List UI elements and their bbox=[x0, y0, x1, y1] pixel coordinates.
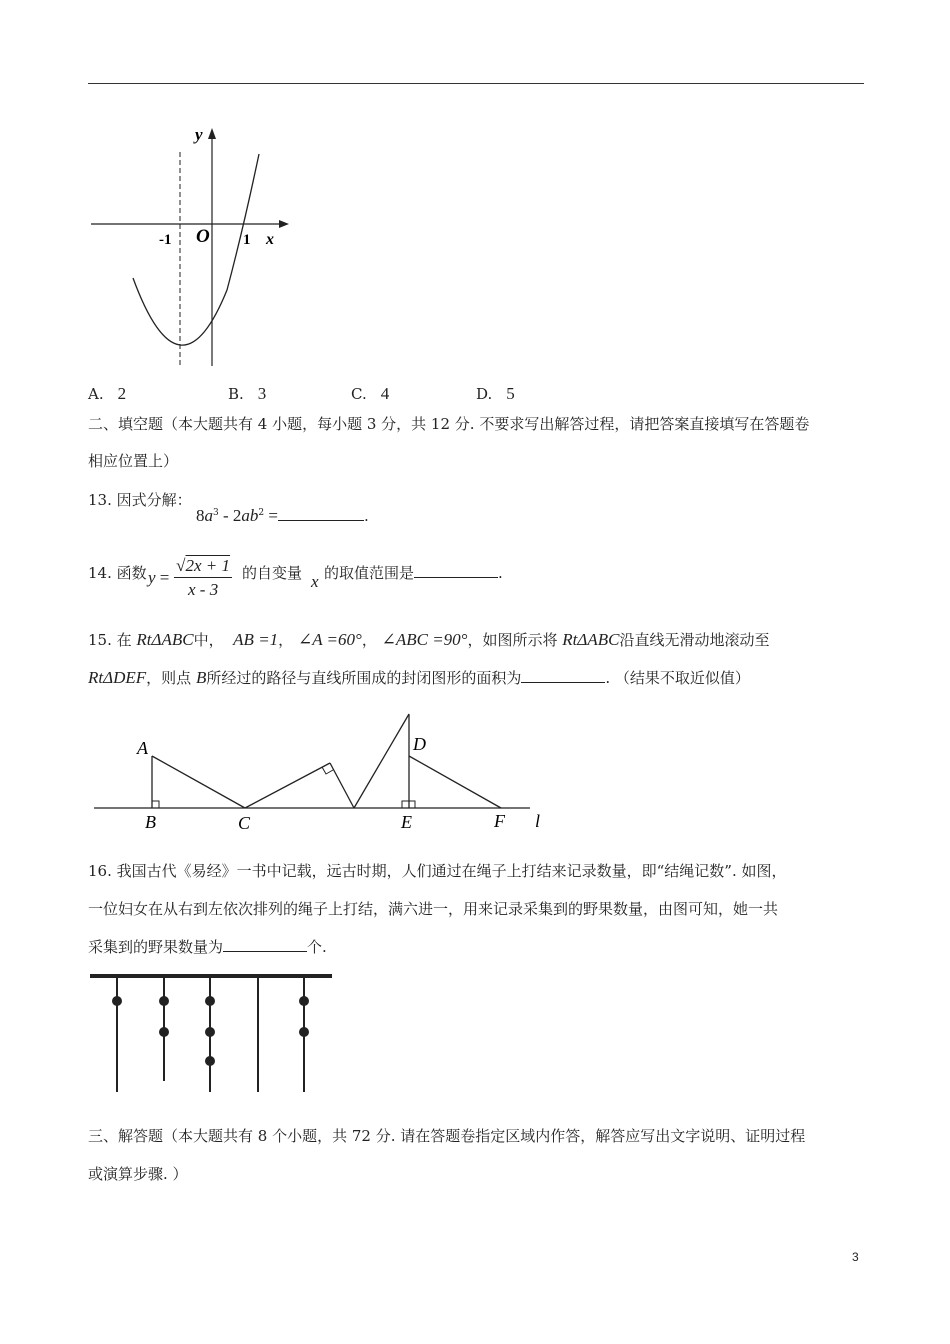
q14-expression: y = $\frac{√2x + 1}{x - 3}$ bbox=[148, 556, 231, 599]
knot bbox=[159, 996, 169, 1006]
tick-label-1: 1 bbox=[243, 232, 251, 248]
section3-line1: 三、解答题（本大题共有 8 个小题，共 72 分. 请在答题卷指定区域内作答，解答应写出文字说明、证明过程 bbox=[88, 1127, 806, 1145]
q14-fraction bbox=[174, 556, 232, 600]
label-l: l bbox=[535, 811, 541, 831]
rolling-triangle-figure bbox=[90, 708, 560, 833]
option-c: C. 4 bbox=[351, 384, 390, 403]
right-angle-mark-b bbox=[152, 801, 159, 808]
q16-line2: 一位妇女在从右到左依次排列的绳子上打结，满六进一，用来记录采集到的野果数量，由图可知，她一共 bbox=[88, 900, 779, 918]
triangle-abc-side-ac bbox=[152, 756, 245, 808]
label-c: C bbox=[238, 813, 251, 833]
knot bbox=[299, 1027, 309, 1037]
q15-line1: 15. 在 RtΔABC中， AB =1， ∠A =60°， ∠ABC =90°，如图所示将 RtΔABC沿直线无滑动地滚动至 bbox=[88, 630, 770, 649]
q14-x: x bbox=[311, 572, 319, 591]
q14-mid: 的自变量 bbox=[242, 564, 303, 582]
knot bbox=[299, 996, 309, 1006]
q16-answer-blank bbox=[223, 937, 307, 952]
q14-numerator: √2x + 1 bbox=[174, 556, 232, 578]
label-b: B bbox=[145, 812, 156, 832]
q13-answer-blank bbox=[278, 506, 364, 521]
x-axis-arrow-icon bbox=[279, 220, 289, 228]
origin-label: O bbox=[196, 226, 210, 247]
knot bbox=[205, 1027, 215, 1037]
q14-denominator: x - 3 bbox=[188, 580, 219, 599]
y-axis-arrow-icon bbox=[208, 128, 216, 139]
q13-expression: $8a^3 - 2ab^2$ = . bbox=[196, 506, 369, 525]
rising-triangle-side bbox=[354, 714, 409, 808]
right-angle-mark-mid bbox=[322, 767, 333, 774]
page-number: 3 bbox=[852, 1250, 859, 1264]
mid-triangle-side2 bbox=[330, 763, 354, 808]
q14-label: 14. 函数 bbox=[88, 564, 147, 582]
tick-label-neg1: -1 bbox=[159, 232, 172, 248]
parabola-graph bbox=[85, 120, 295, 370]
q15-line2: RtΔDEF，则点 B所经过的路径与直线所围成的封闭图形的面积为 . （结果不取近似值） bbox=[88, 668, 750, 687]
x-axis-label: x bbox=[266, 231, 274, 248]
q14-tail: 的取值范围是 . bbox=[324, 564, 503, 582]
knot-rope-figure bbox=[88, 968, 338, 1096]
q13-label: 13. 因式分解： bbox=[88, 491, 192, 509]
option-b: B. 3 bbox=[228, 384, 267, 403]
knot bbox=[159, 1027, 169, 1037]
header-rule bbox=[88, 83, 864, 84]
q16-line1: 16. 我国古代《易经》一书中记载，远古时期，人们通过在绳子上打结来记录数量，即“结绳记数”. 如图， bbox=[88, 862, 787, 880]
q14-answer-blank bbox=[414, 563, 498, 578]
label-a: A bbox=[137, 738, 148, 758]
y-axis-label: y bbox=[195, 125, 203, 144]
option-a: A. 2 bbox=[88, 384, 127, 403]
q15-answer-blank bbox=[521, 668, 605, 683]
label-e: E bbox=[401, 812, 412, 832]
triangle-def-side-df bbox=[409, 756, 501, 808]
option-d: D. 5 bbox=[476, 384, 515, 403]
q16-line3: 采集到的野果数量为 个. bbox=[88, 938, 327, 956]
parabola-curve bbox=[133, 154, 259, 345]
section2-line2: 相应位置上） bbox=[88, 452, 179, 470]
section2-line1: 二、填空题（本大题共有 4 小题，每小题 3 分，共 12 分. 不要求写出解答过程，请把答案直接填写在答题卷 bbox=[88, 415, 810, 433]
mid-triangle-side1 bbox=[245, 763, 330, 808]
label-d: D bbox=[413, 734, 426, 754]
label-f: F bbox=[494, 811, 505, 831]
section3-line2: 或演算步骤. ） bbox=[88, 1165, 188, 1183]
knot bbox=[205, 996, 215, 1006]
knot bbox=[205, 1056, 215, 1066]
knot bbox=[112, 996, 122, 1006]
